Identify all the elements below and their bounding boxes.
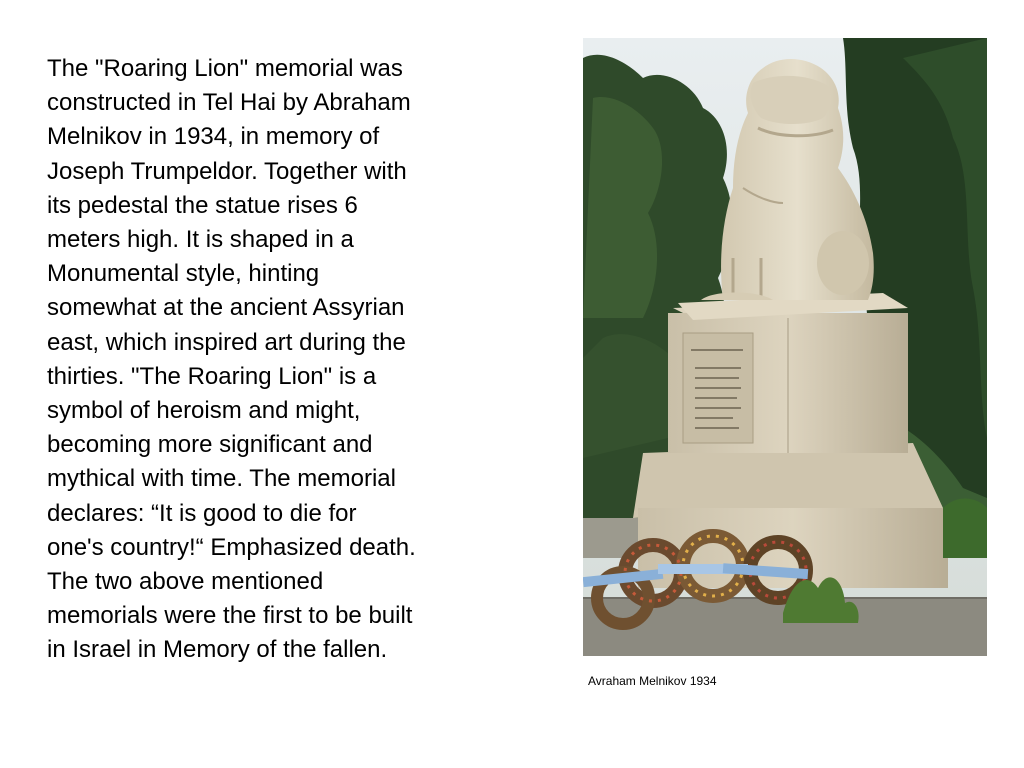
text-line: becoming more significant and [47, 431, 373, 459]
memorial-description [47, 52, 497, 668]
text-line: in Israel in Memory of the fallen. [47, 636, 388, 664]
text-line: its pedestal the statue rises 6 [47, 191, 358, 219]
memorial-photo [583, 38, 987, 656]
text-line: meters high. It is shaped in a [47, 226, 354, 254]
text-line: somewhat at the ancient Assyrian [47, 294, 405, 322]
text-line: one's country!“ Emphasized death. [47, 533, 416, 561]
photo-caption: Avraham Melnikov 1934 [588, 674, 717, 688]
text-line: constructed in Tel Hai by Abraham [47, 89, 411, 117]
text-line: thirties. "The Roaring Lion" is a [47, 362, 377, 390]
text-line: Joseph Trumpeldor. Together with [47, 157, 407, 185]
text-line: Monumental style, hinting [47, 260, 320, 288]
text-line: memorials were the first to be built [47, 602, 413, 630]
text-line: declares: “It is good to die for [47, 499, 357, 527]
text-line: east, which inspired art during the [47, 328, 406, 356]
text-line: The two above mentioned [47, 568, 324, 596]
text-line: Melnikov in 1934, in memory of [47, 123, 380, 151]
text-line: symbol of heroism and might, [47, 397, 361, 425]
text-line: mythical with time. The memorial [47, 465, 396, 493]
text-line: The "Roaring Lion" memorial was [47, 55, 403, 82]
lion-statue-illustration [583, 38, 987, 656]
